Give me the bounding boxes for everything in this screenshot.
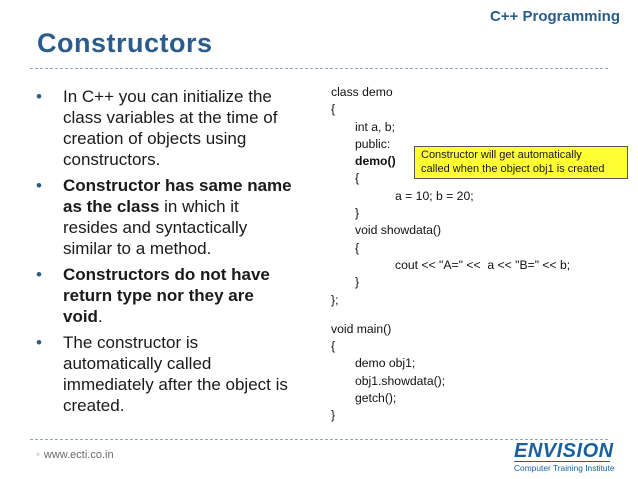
footer-url: www.ecti.co.in (43, 449, 114, 461)
code-line-text: } (355, 206, 360, 221)
bullet-list (33, 86, 295, 421)
code-line-text: void showdata() (355, 223, 442, 238)
logo-word: ENVISION (514, 440, 614, 462)
bullet-dot-icon: • (36, 333, 42, 352)
page-title: Constructors (37, 28, 213, 58)
code-line (331, 188, 570, 205)
code-line-text: void main() (331, 321, 392, 336)
code-line (331, 222, 570, 239)
code-line-text: } (355, 275, 360, 290)
callout-line-1: Constructor will get automatically (421, 149, 582, 161)
top-divider (30, 68, 608, 69)
code-line (331, 338, 570, 355)
code-line-text: { (331, 339, 336, 354)
code-line (331, 321, 570, 338)
code-line (331, 101, 570, 118)
bullet-item (33, 86, 295, 170)
main-code-block (331, 321, 570, 425)
code-line-text: getch(); (355, 391, 397, 406)
bullet-text: . (97, 307, 103, 326)
code-line-text: demo obj1; (355, 356, 416, 371)
bullet-item (33, 332, 295, 416)
code-line (331, 257, 570, 274)
code-line (331, 205, 570, 222)
code-line-text: cout << "A=" << a << "B=" << b; (395, 257, 571, 272)
bullet-item (33, 264, 295, 327)
code-line (331, 274, 570, 291)
footer (36, 449, 114, 461)
code-line-text: }; (331, 292, 339, 307)
code-line-text: } (331, 408, 336, 423)
bullet-item (33, 175, 295, 259)
envision-logo (514, 440, 615, 473)
logo-tagline: Computer Training Institute (514, 463, 615, 473)
bullet-text: in which it resides and syntactically similar to a method. (63, 197, 248, 258)
code-block (331, 84, 570, 425)
code-line (331, 84, 570, 101)
bullet-bold-text: Constructors do not have return type nor they are void (63, 265, 270, 326)
code-line-text: public: (355, 136, 391, 151)
callout-line-2: called when the object obj1 is created (421, 163, 605, 175)
code-line (331, 407, 570, 424)
code-line (331, 390, 570, 407)
code-line-text: obj1.showdata(); (355, 373, 446, 388)
code-line-text: { (355, 240, 360, 255)
code-line-text: class demo (331, 85, 393, 99)
code-line (331, 119, 570, 136)
bullet-dot-icon: • (36, 265, 42, 284)
code-line (331, 355, 570, 372)
bullet-bold-text: Constructor has same name as the class (63, 176, 292, 216)
code-line-text: { (355, 171, 360, 186)
constructor-callout (414, 146, 628, 179)
code-line-text: demo() (355, 154, 396, 169)
bullet-dot-icon: • (36, 176, 42, 195)
code-line (331, 373, 570, 390)
code-line (331, 240, 570, 257)
course-label: C++ Programming (489, 8, 620, 25)
bullet-text: In C++ you can initialize the class variables at the time of creation of objects using constructors. (63, 87, 278, 169)
bullet-text: The constructor is automatically called immediately after the object is created. (63, 333, 288, 415)
code-line-text: { (331, 102, 336, 117)
code-line (331, 292, 570, 309)
bullet-dot-icon: • (36, 87, 42, 106)
globe-icon: ◦ (36, 449, 40, 461)
class-code-block (331, 84, 570, 309)
code-line-text: a = 10; b = 20; (395, 188, 474, 203)
code-line-text: int a, b; (355, 119, 395, 134)
